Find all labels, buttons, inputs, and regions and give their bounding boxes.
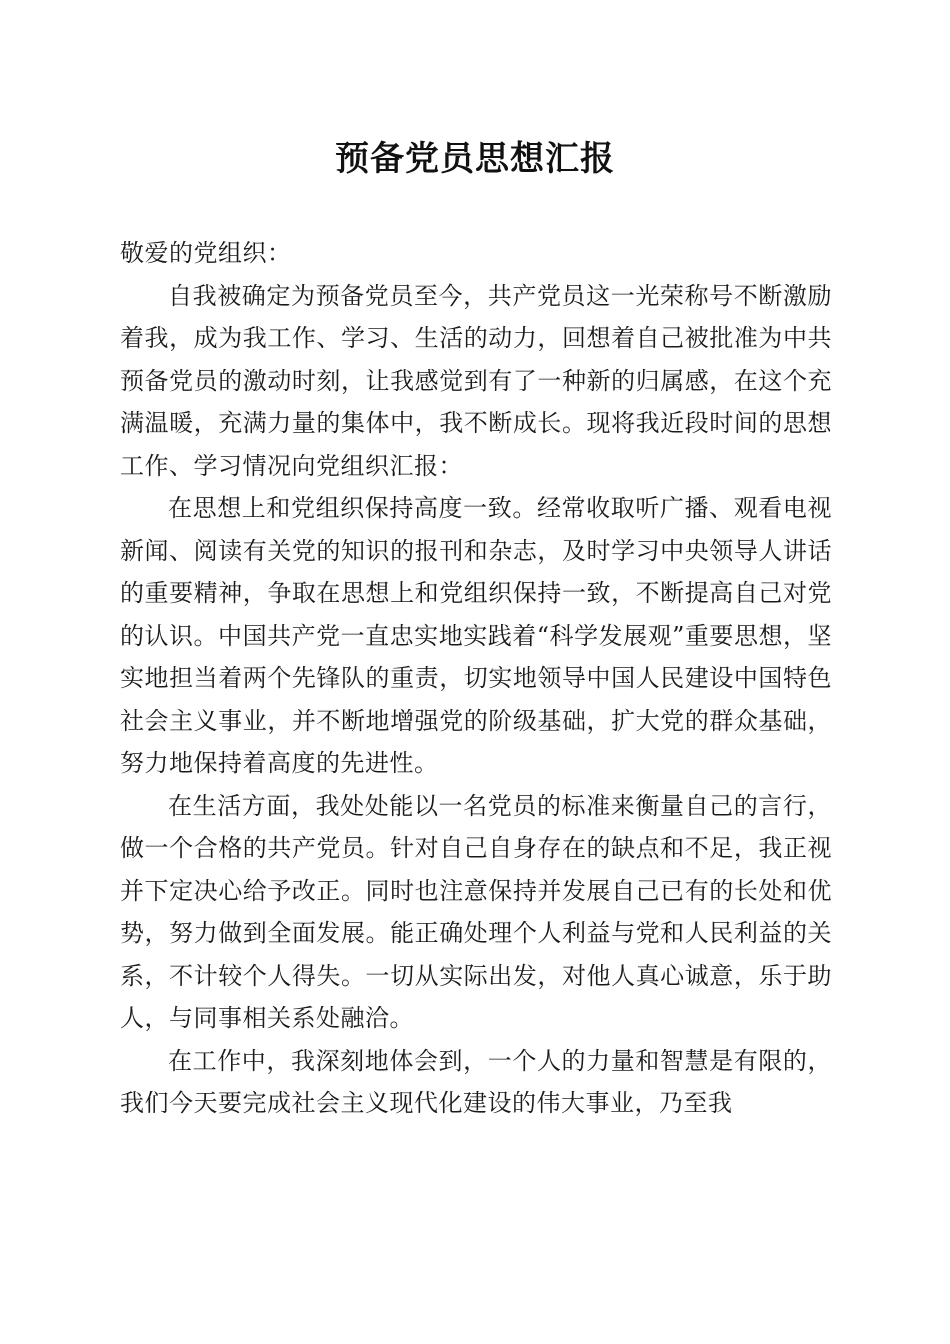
paragraph-work: 在工作中，我深刻地体会到，一个人的力量和智慧是有限的，我们今天要完成社会主义现代化建设的伟大事业，乃至我: [120, 1046, 832, 1117]
paragraph-intro: 自我被确定为预备党员至今，共产党员这一光荣称号不断激励着我，成为我工作、学习、生活的动力，回想着自己被批准为中共预备党员的激动时刻，让我感觉到有了一种新的归属感，在这个充满温暖，充满力量的集体中，我不断成长。现将我近段时间的思想工作、学习情况向党组织汇报：: [120, 281, 832, 480]
paragraph-thought: 在思想上和党组织保持高度一致。经常收取听广播、观看电视新闻、阅读有关党的知识的报刊和杂志，及时学习中央领导人讲话的重要精神，争取在思想上和党组织保持一致，不断提高自己对党的认识。中国共产党一直忠实地实践着“科学发展观”重要思想，坚实地担当着两个先锋队的重责，切实地领导中国人民建设中国特色社会主义事业，并不断地增强党的阶级基础，扩大党的群众基础，努力地保持着高度的先进性。: [120, 494, 832, 777]
paragraph-life: 在生活方面，我处处能以一名党员的标准来衡量自己的言行，做一个合格的共产党员。针对自己自身存在的缺点和不足，我正视并下定决心给予改正。同时也注意保持并发展自己已有的长处和优势，努力做到全面发展。能正确处理个人利益与党和人民利益的关系，不计较个人得失。一切从实际出发，对他人真心诚意，乐于助人，与同事相关系处融洽。: [120, 791, 832, 1032]
document-title: 预备党员思想汇报: [335, 139, 615, 179]
salutation: 敬爱的党组织：: [120, 239, 292, 267]
document-body: [120, 232, 832, 1125]
